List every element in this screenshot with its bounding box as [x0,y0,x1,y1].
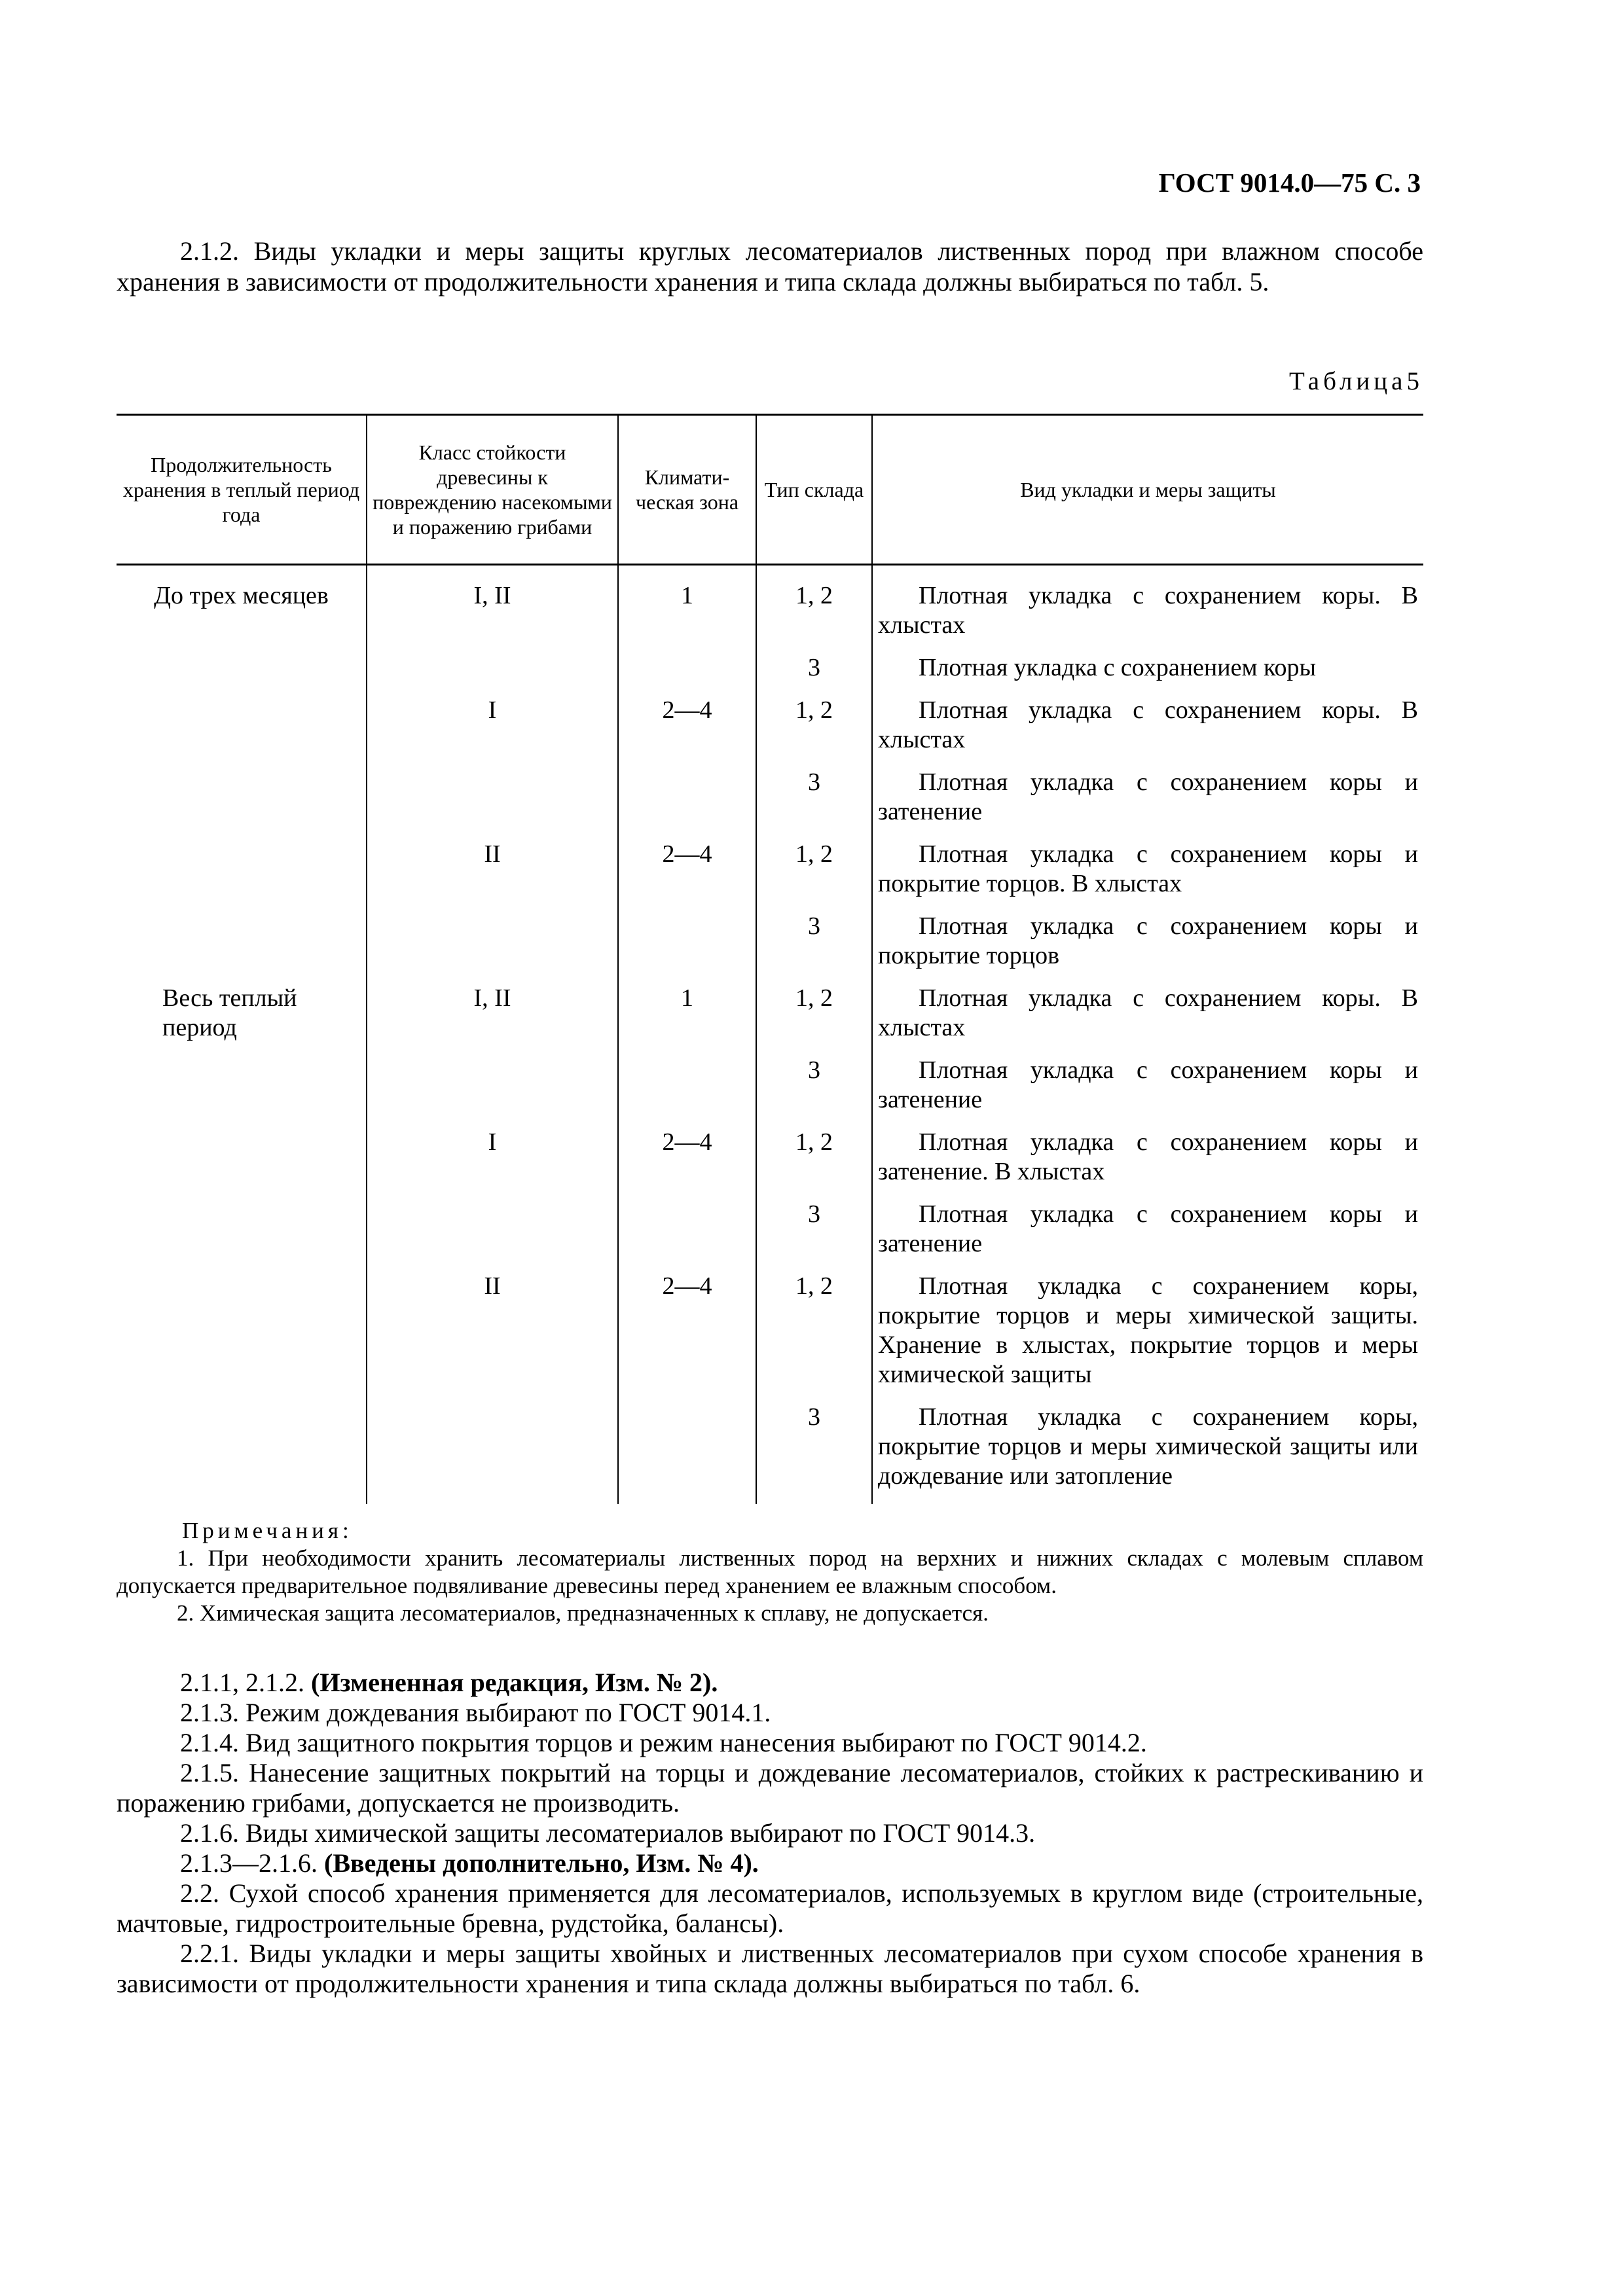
notes-block [117,1517,1423,1627]
cell-protection: Плотная укладка с сохранением коры. В хлыстах [872,977,1423,1049]
table-row [117,689,1423,761]
paragraph: 2.2.1. Виды укладки и меры защиты хвойных и лиственных лесоматериалов при сухом способе хранения в зависимости от продолжительности хранения и типа склада должны выбираться по табл. 6. [117,1939,1423,1998]
cell-zone: 2—4 [618,1265,756,1396]
amendment-note: (Измененная редакция, Изм. № 2). [311,1668,718,1697]
cell-duration: Весь теплый период [162,984,297,1041]
table-row [117,647,1423,689]
table-row [117,905,1423,977]
header-store-type: Тип склада [756,415,872,565]
cell-duration [117,761,367,833]
cell-duration [117,1121,367,1193]
paragraph: 2.1.6. Виды химической защиты лесоматериалов выбирают по ГОСТ 9014.3. [180,1818,1036,1848]
cell-protection: Плотная укладка с сохранением коры и покрытие торцов. В хлыстах [872,833,1423,905]
cell-class [367,1396,618,1504]
paragraph-number: 2.1.3—2.1.6. [180,1848,324,1878]
cell-duration [117,1193,367,1265]
header-class: Класс стойкости древесины к повреждению насекомыми и поражению грибами [367,415,618,565]
cell-duration [117,905,367,977]
cell-duration [117,833,367,905]
table-header-row [117,415,1423,565]
note-item: 1. При необходимости хранить лесоматериалы лиственных пород на верхних и нижних складах с молевым сплавом допускается предварительное подвяливание древесины перед хранением ее влажным способом. [117,1545,1423,1598]
cell-zone: 2—4 [618,689,756,761]
cell-protection: Плотная укладка с сохранением коры. В хлыстах [872,689,1423,761]
cell-store-type: 1, 2 [756,1265,872,1396]
paragraph-number: 2.1.1, 2.1.2. [180,1668,311,1697]
cell-class [367,761,618,833]
cell-store-type: 1, 2 [756,977,872,1049]
table-row [117,761,1423,833]
table-row [117,1193,1423,1265]
cell-store-type: 1, 2 [756,833,872,905]
cell-store-type: 3 [756,1049,872,1121]
page-header: ГОСТ 9014.0—75 С. 3 [1158,168,1421,198]
cell-zone [618,1396,756,1504]
table-row [117,833,1423,905]
cell-protection: Плотная укладка с сохранением коры и покрытие торцов [872,905,1423,977]
cell-store-type: 1, 2 [756,689,872,761]
paragraph [117,1848,1423,1878]
cell-protection: Плотная укладка с сохранением коры и затенение [872,1193,1423,1265]
paragraph: 2.1.3. Режим дождевания выбирают по ГОСТ 9014.1. [180,1698,771,1727]
cell-protection: Плотная укладка с сохранением коры и затенение [872,1049,1423,1121]
header-zone: Климати-ческая зона [618,415,756,565]
cell-protection: Плотная укладка с сохранением коры и затенение. В хлыстах [872,1121,1423,1193]
cell-duration [117,647,367,689]
cell-duration: До трех месяцев [154,582,329,609]
cell-protection: Плотная укладка с сохранением коры [872,647,1423,689]
cell-class: I [367,689,618,761]
table-row [117,1049,1423,1121]
paragraph: 2.2. Сухой способ хранения применяется для лесоматериалов, используемых в круглом виде (строительные, мачтовые, гидростроительные бревна, рудстойка, балансы). [117,1878,1423,1938]
cell-class: II [367,833,618,905]
cell-class: II [367,1265,618,1396]
table-row [117,1265,1423,1396]
cell-protection: Плотная укладка с сохранением коры, покрытие торцов и меры химической защиты. Хранение в хлыстах, покрытие торцов и меры химической защиты [872,1265,1423,1396]
cell-duration [117,689,367,761]
cell-zone: 1 [618,977,756,1049]
paragraph: 2.1.4. Вид защитного покрытия торцов и режим нанесения выбирают по ГОСТ 9014.2. [180,1728,1147,1757]
table-row [117,1121,1423,1193]
paragraph [117,1668,1423,1698]
amendment-note: (Введены дополнительно, Изм. № 4). [324,1848,759,1878]
cell-zone: 2—4 [618,1121,756,1193]
cell-store-type: 1, 2 [756,1121,872,1193]
cell-zone [618,1049,756,1121]
table-row [117,977,1423,1049]
notes-title: Примечания: [182,1518,353,1543]
cell-store-type: 3 [756,905,872,977]
cell-protection: Плотная укладка с сохранением коры, покрытие торцов и меры химической защиты или дождевание или затопление [872,1396,1423,1504]
cell-protection: Плотная укладка с сохранением коры. В хлыстах [872,565,1423,647]
cell-zone: 2—4 [618,833,756,905]
cell-class [367,905,618,977]
table-caption: Таблица5 [1288,367,1423,395]
cell-class: I [367,1121,618,1193]
cell-duration [117,1049,367,1121]
cell-class: I, II [367,977,618,1049]
note-item: 2. Химическая защита лесоматериалов, предназначенных к сплаву, не допускается. [177,1600,989,1626]
cell-class [367,647,618,689]
cell-store-type: 1, 2 [756,565,872,647]
cell-store-type: 3 [756,761,872,833]
cell-zone [618,647,756,689]
cell-protection: Плотная укладка с сохранением коры и затенение [872,761,1423,833]
table-row [117,1396,1423,1504]
cell-class [367,1193,618,1265]
storage-table [117,414,1423,1504]
header-protection: Вид укладки и меры защиты [872,415,1423,565]
cell-store-type: 3 [756,1396,872,1504]
cell-class [367,1049,618,1121]
header-duration: Продолжительность хранения в теплый период года [117,415,367,565]
cell-duration [117,1396,367,1504]
body-text [117,1668,1423,1999]
paragraph: 2.1.5. Нанесение защитных покрытий на торцы и дождевание лесоматериалов, стойких к растрескиванию и поражению грибами, допускается не производить. [117,1758,1423,1818]
cell-zone [618,905,756,977]
cell-zone [618,1193,756,1265]
cell-duration [117,1265,367,1396]
cell-store-type: 3 [756,1193,872,1265]
table-row [117,565,1423,647]
cell-store-type: 3 [756,647,872,689]
intro-paragraph: 2.1.2. Виды укладки и меры защиты круглых лесоматериалов лиственных пород при влажном способе хранения в зависимости от продолжительности хранения и типа склада должны выбираться по табл. 5. [117,236,1423,296]
cell-zone [618,761,756,833]
cell-class: I, II [367,565,618,647]
cell-zone: 1 [618,565,756,647]
